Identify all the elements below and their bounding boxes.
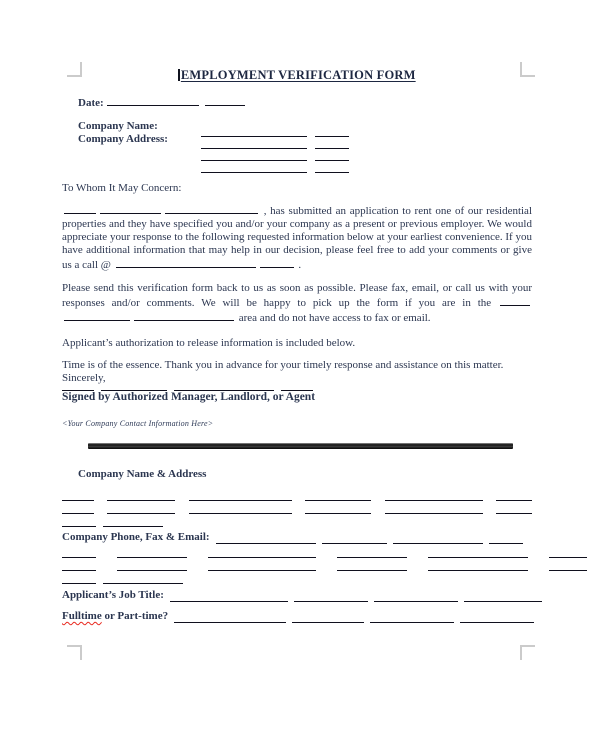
blank-field-segment[interactable] (103, 514, 163, 527)
phone-number-blank[interactable] (116, 257, 256, 268)
company-address-line (201, 160, 532, 172)
blank-field-segment[interactable] (322, 531, 387, 544)
blank-field-segment[interactable] (62, 545, 96, 558)
intro-paragraph-period: . (298, 259, 302, 271)
blank-field-segment[interactable] (189, 501, 292, 514)
blank-field-segment[interactable] (62, 571, 96, 584)
parttime-rest: or Part-time? (101, 610, 169, 622)
blank-field-segment[interactable] (292, 610, 364, 623)
blank-field-segment[interactable] (337, 545, 407, 558)
blank-field-segment[interactable] (428, 545, 528, 558)
blank-field-segment[interactable] (117, 545, 187, 558)
blank-field-segment[interactable] (201, 160, 307, 173)
blank-field-segment[interactable] (103, 571, 183, 584)
company-phone-fax-email-line (62, 545, 587, 557)
blank-field-segment[interactable] (489, 531, 523, 544)
blank-field-segment[interactable] (62, 514, 96, 527)
blank-field-segment[interactable] (385, 501, 483, 514)
blank-field-segment[interactable] (385, 488, 483, 501)
blank-field-segment[interactable] (337, 558, 407, 571)
blank-field-segment[interactable] (305, 501, 371, 514)
company-name-address-line (62, 501, 532, 513)
fulltime-word: Fulltime (62, 610, 102, 622)
applicant-name-blank[interactable] (64, 203, 96, 214)
return-instructions-tail: area and do not have access to fax or email. (238, 312, 431, 324)
blank-field-segment[interactable] (208, 558, 316, 571)
company-name-address-line (62, 514, 532, 526)
area-blank[interactable] (64, 310, 130, 321)
blank-field-segment[interactable] (393, 531, 483, 544)
blank-field-segment[interactable] (464, 589, 542, 602)
company-address-label: Company Address: (78, 133, 168, 145)
valediction: Sincerely, (62, 372, 106, 384)
company-phone-fax-email-line (62, 558, 587, 570)
company-name-label: Company Name: (78, 120, 158, 132)
salutation: To Whom It May Concern: (62, 182, 182, 194)
date-blank-line[interactable] (205, 95, 245, 106)
company-contact-placeholder: <Your Company Contact Information Here> (62, 419, 214, 428)
blank-field-segment[interactable] (370, 610, 454, 623)
blank-field-segment[interactable] (170, 589, 288, 602)
area-blank[interactable] (134, 310, 234, 321)
company-name-address-line (62, 488, 532, 500)
margin-corner-mark-bottom-right (520, 645, 535, 660)
applicant-name-blank[interactable] (165, 203, 258, 214)
blank-field-segment[interactable] (216, 531, 316, 544)
fulltime-parttime-row (62, 609, 587, 623)
blank-field-segment[interactable] (428, 558, 528, 571)
blank-field-segment[interactable] (549, 545, 587, 558)
company-fields-block (62, 120, 532, 172)
blank-field-segment[interactable] (496, 501, 532, 514)
company-phone-fax-email-label: Company Phone, Fax & Email: (62, 531, 210, 543)
intro-paragraph (62, 203, 532, 272)
company-phone-fax-email-row (62, 530, 532, 544)
margin-corner-mark-bottom-left (67, 645, 82, 660)
phone-number-blank[interactable] (260, 257, 294, 268)
blank-field-segment[interactable] (62, 488, 94, 501)
company-phone-fax-email-line (62, 571, 532, 583)
blank-field-segment[interactable] (549, 558, 587, 571)
blank-field-segment[interactable] (174, 610, 286, 623)
blank-field-segment[interactable] (62, 558, 96, 571)
text-cursor (178, 69, 180, 81)
applicant-job-title-row (62, 588, 587, 602)
applicant-name-blank[interactable] (100, 203, 161, 214)
company-name-address-label: Company Name & Address (78, 468, 207, 480)
return-instructions-paragraph (62, 282, 532, 325)
blank-field-segment[interactable] (117, 558, 187, 571)
date-blank-line[interactable] (107, 95, 199, 106)
date-field-row (78, 95, 532, 109)
blank-field-segment[interactable] (189, 488, 292, 501)
blank-field-segment[interactable] (107, 488, 175, 501)
company-address-line (201, 136, 532, 148)
urgency-note: Time is of the essence. Thank you in advance for your timely response and assistance on this matter. (62, 359, 504, 371)
section-divider-bar (88, 443, 513, 449)
area-blank[interactable] (500, 295, 530, 306)
authorization-note: Applicant’s authorization to release information is included below. (62, 337, 356, 349)
blank-field-segment[interactable] (374, 589, 458, 602)
company-address-line (201, 148, 532, 160)
blank-field-segment[interactable] (305, 488, 371, 501)
signature-caption: Signed by Authorized Manager, Landlord, or Agent (62, 391, 316, 403)
blank-field-segment[interactable] (107, 501, 175, 514)
company-name-line (201, 124, 532, 136)
date-label: Date: (78, 97, 104, 109)
blank-field-segment[interactable] (294, 589, 368, 602)
return-instructions-text: Please send this verification form back to us as soon as possible. Please fax, email, or call us with your responses and/or comments. We will be happy to pick up the form if you are in the (62, 282, 532, 309)
intro-paragraph-text: , has submitted an application to rent one of our residential properties and they have specified you and/or your company as a present or previous employer. We would appreciate your response to the following requested information below at your earliest convenience. If you have additional information that may help in our decision, please feel free to add your comments or give us a call @ (62, 205, 533, 271)
blank-field-segment[interactable] (62, 501, 94, 514)
blank-field-segment[interactable] (460, 610, 534, 623)
document-title (62, 68, 532, 82)
company-field-labels (78, 120, 201, 172)
document-title-text: EMPLOYMENT VERIFICATION FORM (180, 68, 416, 82)
blank-field-segment[interactable] (208, 545, 316, 558)
document-content (62, 68, 532, 623)
blank-field-segment[interactable] (496, 488, 532, 501)
blank-field-segment[interactable] (315, 160, 349, 173)
applicant-job-title-label: Applicant’s Job Title: (62, 589, 164, 601)
fulltime-parttime-label (62, 609, 168, 623)
company-field-lines (201, 124, 532, 172)
